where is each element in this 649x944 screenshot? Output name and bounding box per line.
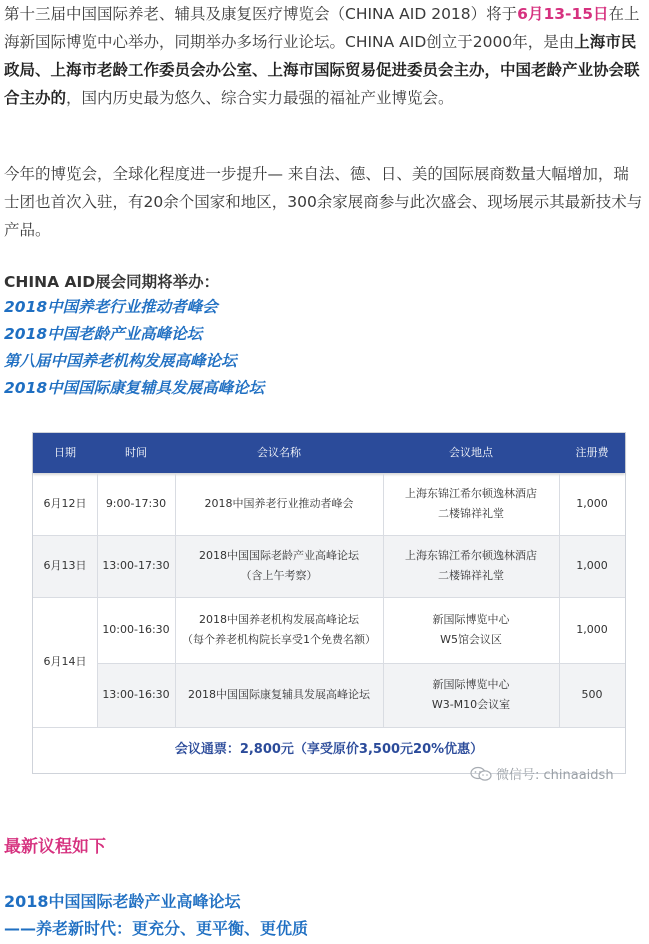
cell-date: 6月13日 (43, 559, 87, 572)
cell-time: 9:00-17:30 (105, 497, 167, 510)
cell-name-line2: （含上午考察） (240, 569, 318, 582)
cell-name-line1: 2018中国国际康复辅具发展高峰论坛 (188, 688, 370, 701)
concurrent-item[interactable]: 2018中国养老行业推动者峰会 (4, 298, 218, 316)
cell-name-line1: 2018中国养老机构发展高峰论坛 (199, 613, 359, 626)
cell-fee: 500 (581, 688, 603, 701)
cell-venue (383, 597, 559, 663)
intro-paragraph-2: 今年的博览会，全球化程度进一步提升— 来自法、德、日、美的国际展商数量大幅增加，瑞士团也首次入驻，有20余个国家和地区，300余家展商参与此次盛会、现场展示其最新技术与产品。 (4, 165, 643, 239)
concurrent-list (4, 294, 264, 402)
cell-venue-line1: 新国际博览中心 (432, 678, 510, 691)
header-date: 日期 (54, 446, 76, 459)
agenda-title: 最新议程如下 (4, 837, 106, 857)
cell-fee: 1,000 (576, 559, 608, 572)
cell-venue (383, 663, 559, 727)
intro-text-a: 第十三届中国国际养老、辅具及康复医疗博览会（CHINA AID 2018）将于 (4, 5, 518, 23)
cell-time: 13:00-17:30 (102, 559, 170, 572)
cell-name (175, 473, 383, 535)
header-time: 时间 (125, 446, 147, 459)
event-date: 6月13-15日 (517, 5, 609, 23)
organizers: 上海市民政局、上海市老龄工作委员会办公室、上海市国际贸易促进委员会主办，中国老龄产业协会联合主办的 (4, 33, 640, 107)
cell-venue-line2: 二楼锦祥礼堂 (438, 569, 504, 582)
cell-venue-line2: W5馆会议区 (440, 633, 502, 646)
cell-venue (383, 473, 559, 535)
cell-date: 6月14日 (43, 655, 87, 668)
cell-venue-line1: 上海东锦江希尔顿逸林酒店 (405, 549, 537, 562)
cell-name-line1: 2018中国国际老龄产业高峰论坛 (199, 549, 359, 562)
intro-paragraph (4, 0, 644, 112)
forum-title: 2018中国国际老龄产业高峰论坛 (4, 892, 241, 911)
cell-time: 10:00-16:30 (102, 623, 170, 636)
cell-venue-line2: W3-M10会议室 (431, 698, 511, 711)
cell-name (175, 663, 383, 727)
intro-text-b: 在上海新国际博览中心举办，同期举办多场行业论坛。CHINA AID创立于2000年，是由 (4, 5, 640, 51)
cell-venue-line1: 新国际博览中心 (432, 613, 510, 626)
forum-subtitle: ——养老新时代：更充分、更平衡、更优质 (4, 919, 309, 938)
header-fee: 注册费 (575, 446, 609, 459)
concurrent-title: CHINA AID展会同期将举办： (4, 273, 220, 291)
intro-text-c: ，国内历史最为悠久、综合实力最强的福祉产业博览会。 (66, 89, 454, 107)
cell-name (175, 597, 383, 663)
cell-venue-line2: 二楼锦祥礼堂 (438, 507, 504, 520)
cell-fee: 1,000 (576, 497, 608, 510)
table-header (33, 433, 625, 473)
cell-fee: 1,000 (576, 623, 608, 636)
header-venue: 会议地点 (449, 446, 493, 459)
wechat-watermark (470, 764, 614, 783)
concurrent-item[interactable]: 2018中国老龄产业高峰论坛 (4, 325, 203, 343)
cell-date: 6月12日 (43, 497, 87, 510)
cell-name-line1: 2018中国养老行业推动者峰会 (204, 497, 354, 510)
cell-name-line2: （每个养老机构院长享受1个免费名额） (182, 633, 376, 646)
cell-name (175, 535, 383, 597)
wechat-icon (470, 766, 492, 782)
wechat-label: 微信号: chinaaidsh (496, 768, 614, 783)
concurrent-item[interactable]: 2018中国国际康复辅具发展高峰论坛 (4, 379, 265, 397)
concurrent-item[interactable]: 第八届中国养老机构发展高峰论坛 (4, 352, 237, 370)
pass-price: 会议通票：2,800元（享受原价3,500元20%优惠） (174, 742, 484, 757)
cell-venue (383, 535, 559, 597)
schedule-table (32, 432, 626, 774)
cell-time: 13:00-16:30 (102, 688, 170, 701)
header-name: 会议名称 (257, 446, 301, 459)
cell-venue-line1: 上海东锦江希尔顿逸林酒店 (405, 487, 537, 500)
